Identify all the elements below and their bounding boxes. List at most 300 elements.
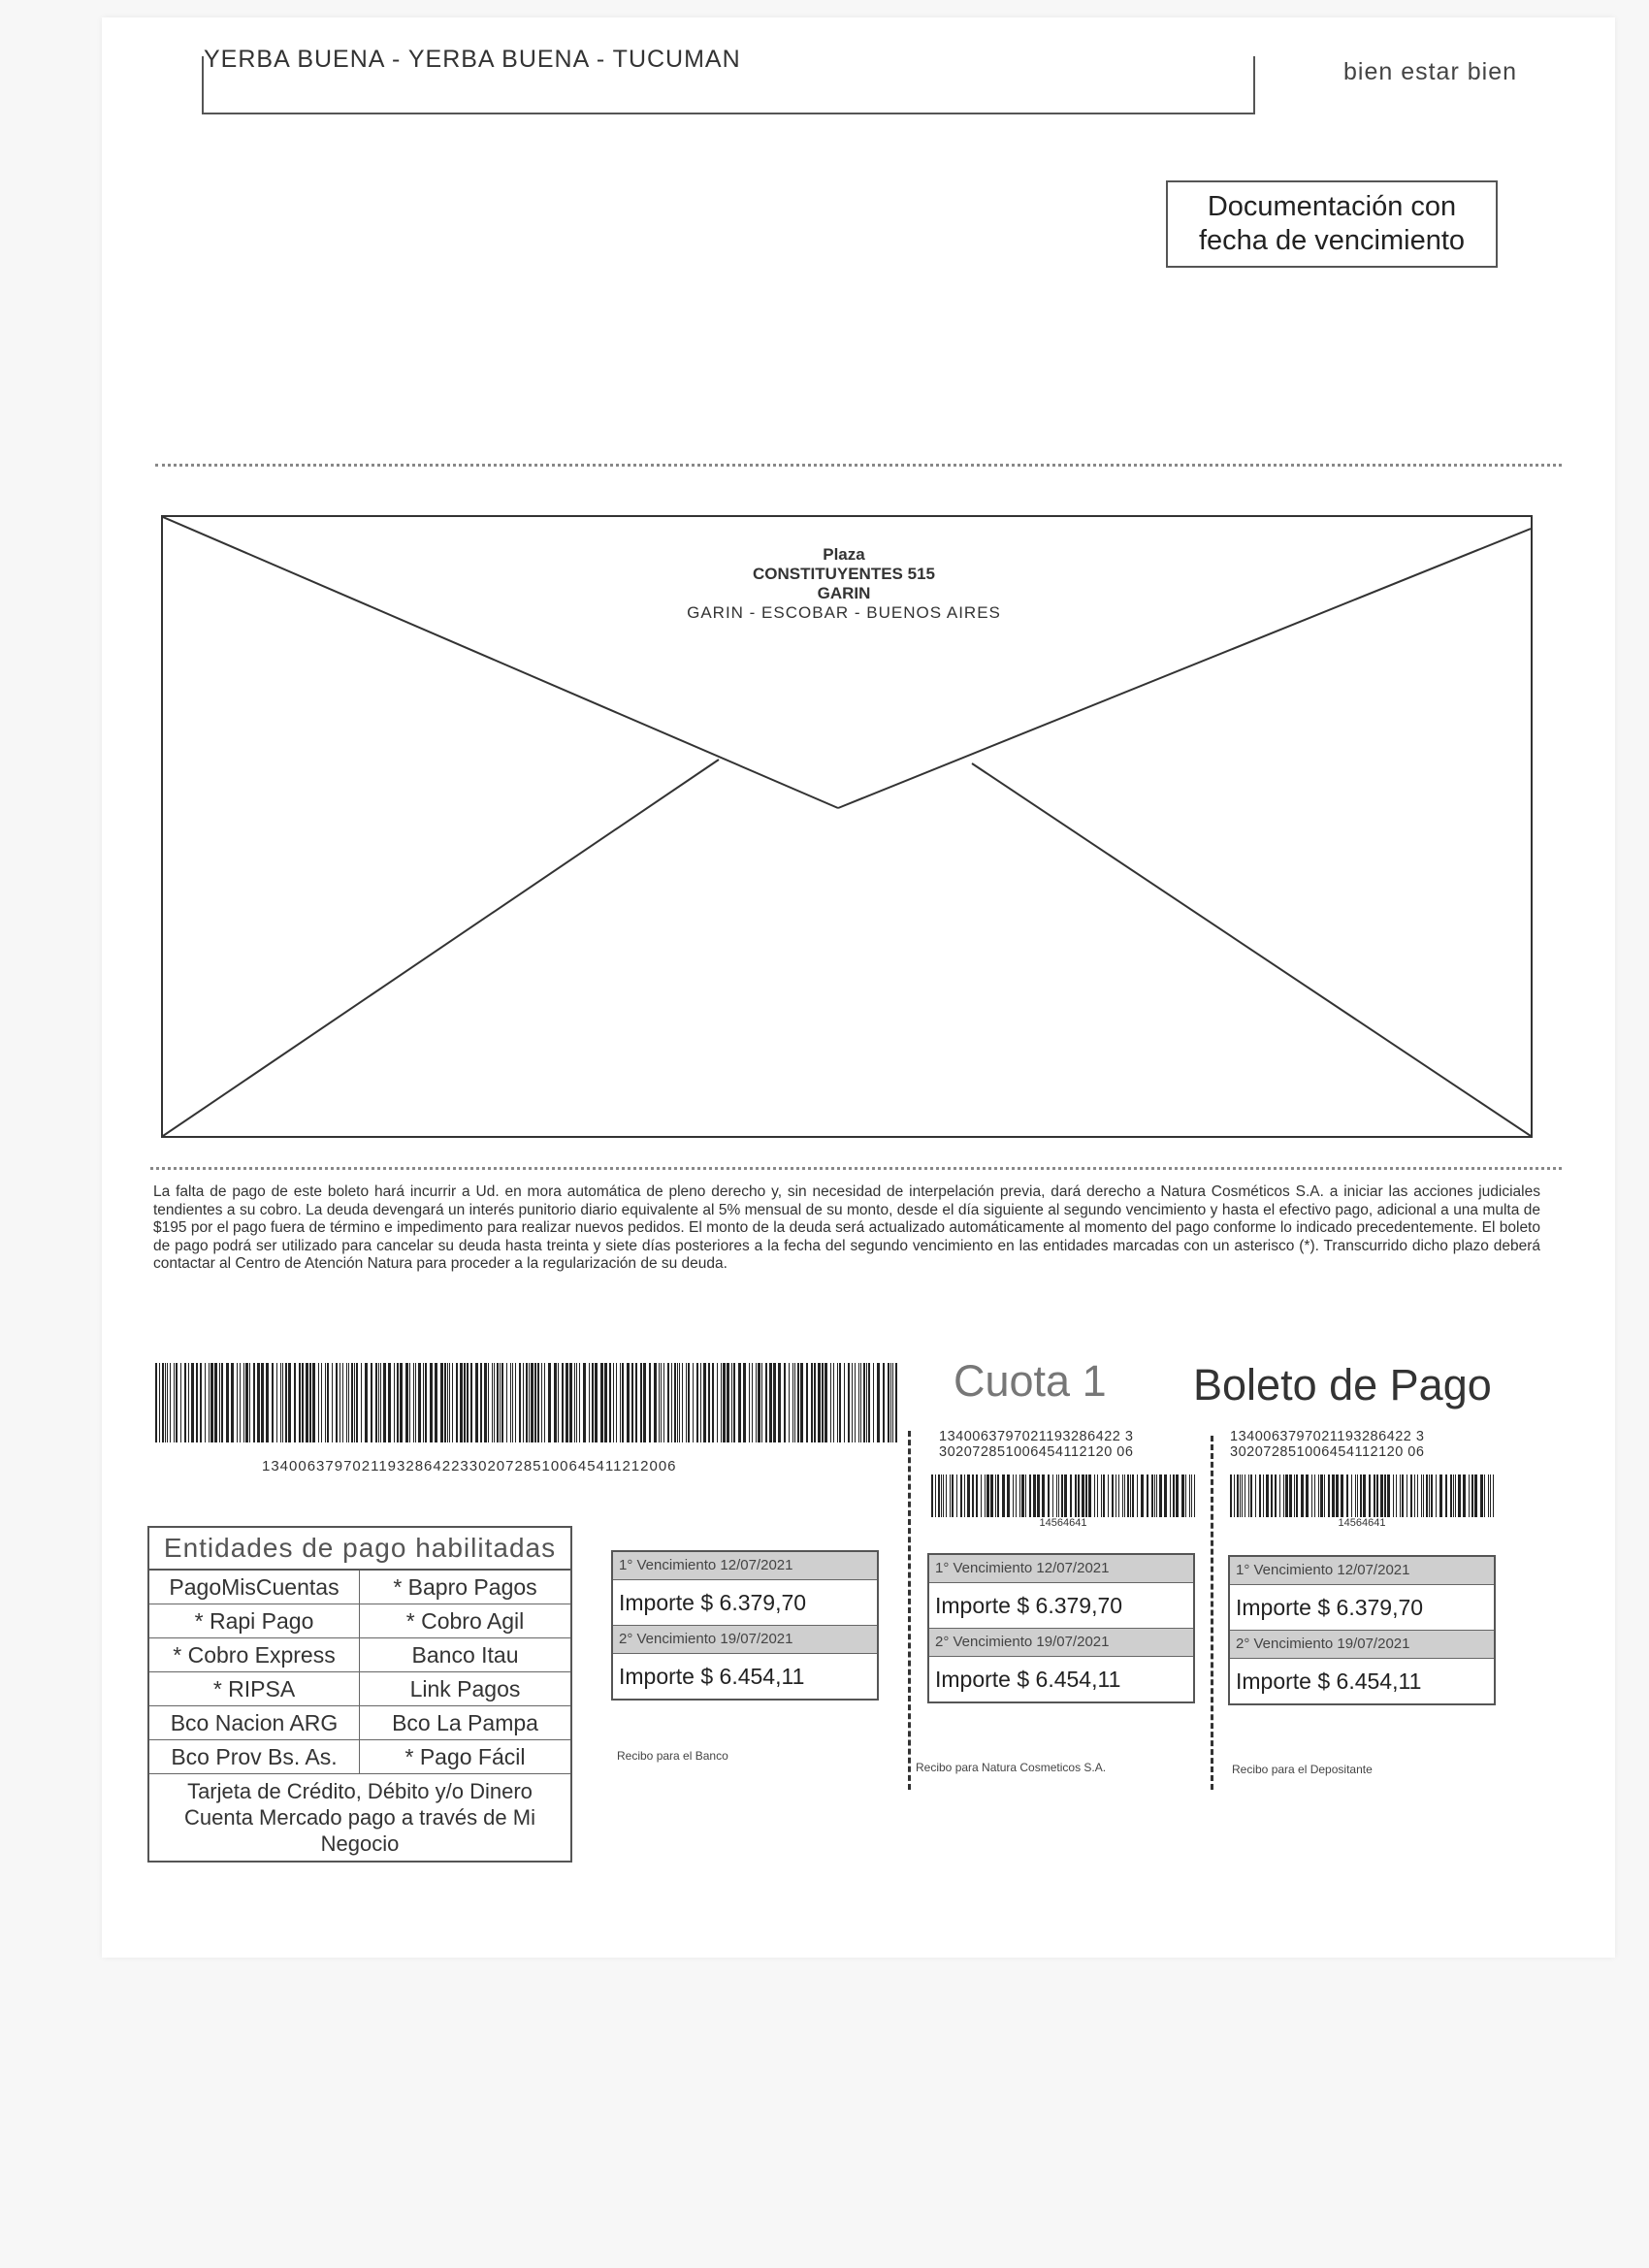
- barcode-bar: [312, 1363, 315, 1442]
- barcode-bar: [492, 1363, 493, 1442]
- entity-cell: Bco Prov Bs. As.: [149, 1740, 360, 1774]
- barcode-bar: [1387, 1474, 1390, 1517]
- barcode-bar: [663, 1363, 664, 1442]
- barcode-bar: [574, 1363, 575, 1442]
- barcode-bar: [811, 1363, 813, 1442]
- barcode-bar: [1164, 1474, 1167, 1517]
- barcode-bar: [1328, 1474, 1330, 1517]
- dotted-separator: [150, 1167, 1562, 1170]
- payment-entities-title: Entidades de pago habilitadas: [149, 1528, 570, 1571]
- barcode-bar: [671, 1363, 672, 1442]
- barcode-bar: [1170, 1474, 1171, 1517]
- barcode-bar: [986, 1474, 989, 1517]
- barcode-bar: [964, 1474, 965, 1517]
- barcode-bar: [447, 1363, 448, 1442]
- barcode-bar: [600, 1363, 603, 1442]
- barcode-bar: [1240, 1474, 1241, 1517]
- barcode-bar: [1191, 1474, 1192, 1517]
- barcode-bar: [761, 1363, 762, 1442]
- barcode-bar: [592, 1363, 594, 1442]
- address-line: YERBA BUENA - YERBA BUENA - TUCUMAN: [204, 46, 741, 73]
- barcode-bar: [1374, 1474, 1375, 1517]
- barcode-bar: [272, 1363, 274, 1442]
- barcode-bar: [1450, 1474, 1452, 1517]
- entity-cell: * Pago Fácil: [360, 1740, 570, 1774]
- barcode-bar: [285, 1363, 287, 1442]
- barcode-bar: [388, 1363, 391, 1442]
- depositor-receipt-caption: Recibo para el Depositante: [1232, 1763, 1373, 1776]
- barcode-bar: [1185, 1474, 1186, 1517]
- barcode-bar: [405, 1363, 408, 1442]
- barcode-bar: [981, 1474, 982, 1517]
- barcode-bar: [541, 1363, 542, 1442]
- barcode-bar: [1341, 1474, 1343, 1517]
- barcode-bar: [1296, 1474, 1298, 1517]
- due-date-notice-line2: fecha de vencimiento: [1198, 225, 1466, 256]
- barcode-bar: [1376, 1474, 1378, 1517]
- barcode-bar: [1294, 1474, 1295, 1517]
- barcode-bar: [484, 1363, 487, 1442]
- recipient-name: Plaza: [823, 545, 865, 564]
- barcode-bar: [1112, 1474, 1114, 1517]
- barcode-bar: [200, 1363, 202, 1442]
- barcode-bar: [467, 1363, 469, 1442]
- barcode-bar: [332, 1363, 333, 1442]
- barcode-bar: [688, 1363, 690, 1442]
- barcode-bar: [667, 1363, 669, 1442]
- barcode-bar: [752, 1363, 753, 1442]
- barcode-bar: [243, 1363, 244, 1442]
- barcode-bar: [205, 1363, 206, 1442]
- barcode-bar: [833, 1363, 834, 1442]
- barcode-bar: [494, 1363, 495, 1442]
- natura-slip-code: [939, 1429, 1133, 1460]
- barcode-bar: [1048, 1474, 1050, 1517]
- barcode-bar: [515, 1363, 516, 1442]
- barcode-bar: [1423, 1474, 1424, 1517]
- barcode-bar: [1453, 1474, 1454, 1517]
- barcode-bar: [1033, 1474, 1036, 1517]
- barcode-bar: [378, 1363, 379, 1442]
- entities-footer: Tarjeta de Crédito, Débito y/o Dinero Cuenta Mercado pago a través de Mi Negocio: [184, 1779, 535, 1856]
- first-amount: Importe $ 6.379,70: [613, 1580, 877, 1626]
- barcode-bar: [935, 1474, 936, 1517]
- barcode-bar: [1285, 1474, 1288, 1517]
- barcode-bar: [288, 1363, 291, 1442]
- barcode-bar: [1101, 1474, 1102, 1517]
- boleto-title: Boleto de Pago: [1193, 1360, 1492, 1409]
- natura-receipt-caption: Recibo para Natura Cosmeticos S.A.: [916, 1761, 1107, 1774]
- barcode-bar: [1266, 1474, 1269, 1517]
- barcode-bar: [245, 1363, 248, 1442]
- barcode-bar: [276, 1363, 277, 1442]
- barcode-bar: [475, 1363, 478, 1442]
- barcode-bar: [1064, 1474, 1067, 1517]
- barcode-bar: [361, 1363, 362, 1442]
- barcode-bar: [1147, 1474, 1148, 1517]
- barcode-bar: [800, 1363, 803, 1442]
- barcode-bar: [1393, 1474, 1394, 1517]
- barcode-bar: [155, 1363, 157, 1442]
- barcode-bar: [1490, 1474, 1491, 1517]
- barcode-bar: [219, 1363, 220, 1442]
- barcode-bar: [877, 1363, 880, 1442]
- barcode-bar: [972, 1474, 974, 1517]
- barcode-bar: [1320, 1474, 1323, 1517]
- brand-slogan: bien estar bien: [1343, 58, 1518, 85]
- barcode-bar: [394, 1363, 395, 1442]
- barcode-bar: [167, 1363, 168, 1442]
- barcode-bar: [661, 1363, 662, 1442]
- barcode-bar: [1493, 1474, 1494, 1517]
- barcode-bar: [526, 1363, 528, 1442]
- barcode-bar: [1088, 1474, 1091, 1517]
- barcode-bar: [318, 1363, 319, 1442]
- barcode-bar: [1070, 1474, 1072, 1517]
- barcode-bar: [1363, 1474, 1366, 1517]
- barcode-bar: [852, 1363, 853, 1442]
- barcode-bar: [1230, 1474, 1232, 1517]
- barcode-bar: [1181, 1474, 1184, 1517]
- barcode-bar: [375, 1363, 377, 1442]
- barcode-bar: [336, 1363, 338, 1442]
- barcode-bar: [1016, 1474, 1017, 1517]
- barcode-bar: [595, 1363, 598, 1442]
- barcode-bar: [544, 1363, 545, 1442]
- barcode-bar: [282, 1363, 283, 1442]
- barcode-bar: [249, 1363, 250, 1442]
- barcode-bar: [1400, 1474, 1401, 1517]
- barcode-bar: [1159, 1474, 1162, 1517]
- barcode-bar: [325, 1363, 326, 1442]
- barcode-bar: [895, 1363, 897, 1442]
- barcode-bar: [497, 1363, 499, 1442]
- barcode-bar: [778, 1363, 781, 1442]
- first-amount: Importe $ 6.379,70: [1230, 1585, 1494, 1631]
- barcode-bar: [1324, 1474, 1325, 1517]
- entity-cell: * RIPSA: [149, 1672, 360, 1706]
- barcode-bar: [1455, 1474, 1456, 1517]
- barcode-bar: [1306, 1474, 1309, 1517]
- barcode-bar: [1002, 1474, 1005, 1517]
- cut-line: [1211, 1436, 1213, 1790]
- barcode-bar: [789, 1363, 790, 1442]
- barcode-bar: [622, 1363, 624, 1442]
- barcode-bar: [266, 1363, 269, 1442]
- barcode-bar: [346, 1363, 347, 1442]
- barcode-bar: [818, 1363, 821, 1442]
- barcode-bar: [1283, 1474, 1284, 1517]
- barcode-bar: [512, 1363, 513, 1442]
- barcode-bar: [855, 1363, 856, 1442]
- barcode-bar: [1259, 1474, 1261, 1517]
- barcode-bar: [356, 1363, 358, 1442]
- payment-entities-table: [147, 1526, 572, 1863]
- barcode-bar: [562, 1363, 564, 1442]
- recipient-address: [611, 545, 1077, 623]
- barcode-bar: [188, 1363, 189, 1442]
- payment-barcode: [155, 1363, 897, 1442]
- barcode-bar: [1355, 1474, 1356, 1517]
- barcode-bar: [348, 1363, 349, 1442]
- barcode-bar: [1189, 1474, 1190, 1517]
- barcode-bar: [253, 1363, 255, 1442]
- barcode-bar: [863, 1363, 865, 1442]
- recipient-street: CONSTITUYENTES 515: [753, 565, 935, 583]
- barcode-bar: [1421, 1474, 1422, 1517]
- barcode-bar: [868, 1363, 870, 1442]
- barcode-bar: [1357, 1474, 1358, 1517]
- barcode-bar: [470, 1363, 472, 1442]
- barcode-bar: [209, 1363, 210, 1442]
- barcode-bar: [1396, 1474, 1397, 1517]
- barcode-bar: [1346, 1474, 1348, 1517]
- barcode-bar: [1019, 1474, 1020, 1517]
- barcode-bar: [839, 1363, 841, 1442]
- bank-receipt-caption: Recibo para el Banco: [617, 1749, 728, 1763]
- barcode-bar: [1013, 1474, 1014, 1517]
- barcode-bar: [723, 1363, 726, 1442]
- barcode-bar: [566, 1363, 568, 1442]
- barcode-bar: [620, 1363, 621, 1442]
- barcode-bar: [413, 1363, 414, 1442]
- barcode-bar: [1234, 1474, 1235, 1517]
- barcode-bar: [700, 1363, 701, 1442]
- barcode-bar: [844, 1363, 845, 1442]
- barcode-bar: [1469, 1474, 1470, 1517]
- barcode-bar: [1380, 1474, 1383, 1517]
- barcode-bar: [1369, 1474, 1371, 1517]
- barcode-bar: [1061, 1474, 1063, 1517]
- barcode-bar: [1332, 1474, 1335, 1517]
- barcode-bar: [1052, 1474, 1053, 1517]
- natura-slip-barcode: [931, 1474, 1195, 1517]
- entity-cell: * Bapro Pagos: [360, 1571, 570, 1604]
- barcode-bar: [682, 1363, 683, 1442]
- barcode-bar: [997, 1474, 999, 1517]
- barcode-bar: [400, 1363, 403, 1442]
- barcode-bar: [643, 1363, 646, 1442]
- barcode-bar: [569, 1363, 572, 1442]
- barcode-bar: [226, 1363, 229, 1442]
- barcode-bar: [302, 1363, 304, 1442]
- barcode-bar: [631, 1363, 633, 1442]
- barcode-bar: [792, 1363, 793, 1442]
- barcode-bar: [1029, 1474, 1031, 1517]
- barcode-bar: [231, 1363, 234, 1442]
- barcode-bar: [1242, 1474, 1243, 1517]
- barcode-bar: [659, 1363, 660, 1442]
- barcode-bar: [342, 1363, 343, 1442]
- barcode-bar: [703, 1363, 706, 1442]
- barcode-bar: [191, 1363, 194, 1442]
- barcode-bar: [888, 1363, 889, 1442]
- barcode-bar: [604, 1363, 607, 1442]
- barcode-bar: [1336, 1474, 1339, 1517]
- barcode-bar: [534, 1363, 536, 1442]
- barcode-bar: [1289, 1474, 1292, 1517]
- barcode-bar: [1130, 1474, 1131, 1517]
- barcode-bar: [425, 1363, 427, 1442]
- barcode-bar: [294, 1363, 296, 1442]
- barcode-bar: [769, 1363, 772, 1442]
- barcode-bar: [860, 1363, 861, 1442]
- barcode-bar: [1426, 1474, 1428, 1517]
- entity-cell: Bco La Pampa: [360, 1706, 570, 1740]
- barcode-bar: [554, 1363, 557, 1442]
- barcode-bar: [1237, 1474, 1239, 1517]
- barcode-bar: [806, 1363, 808, 1442]
- barcode-bar: [280, 1363, 281, 1442]
- barcode-bar: [892, 1363, 893, 1442]
- barcode-bar: [1351, 1474, 1352, 1517]
- barcode-bar: [1151, 1474, 1153, 1517]
- barcode-bar: [931, 1474, 933, 1517]
- barcode-bar: [1248, 1474, 1249, 1517]
- barcode-bar: [1445, 1474, 1447, 1517]
- barcode-bar: [480, 1363, 482, 1442]
- barcode-bar: [1132, 1474, 1134, 1517]
- installment-label: Cuota 1: [954, 1356, 1107, 1406]
- barcode-bar: [1439, 1474, 1442, 1517]
- barcode-bar: [510, 1363, 511, 1442]
- barcode-bar: [1103, 1474, 1105, 1517]
- barcode-bar: [221, 1363, 223, 1442]
- barcode-bar: [1058, 1474, 1059, 1517]
- barcode-bar: [162, 1363, 164, 1442]
- barcode-bar: [1384, 1474, 1386, 1517]
- barcode-bar: [976, 1474, 978, 1517]
- barcode-bar: [830, 1363, 831, 1442]
- barcode-bar: [1279, 1474, 1280, 1517]
- barcode-bar: [456, 1363, 458, 1442]
- legal-notice: La falta de pago de este boleto hará incurrir a Ud. en mora automática de pleno derecho y, sin necesidad de interpelación previa, dará derecho a Natura Cosméticos S.A. a iniciar las acciones judiciales tendientes a su cobro. La deuda devengará un interés punitorio diario equivalente al 5% mensual de su monto, desde el día siguiente al segundo vencimiento y hasta el efectivo pago, adicional a una multa de $195 por el pago fuera de término e impedimento para realizar nuevos pedidos. El monto de la deuda será actualizado automáticamente al momento del pago conforme lo indicado precedentemente. El boleto de pago podrá ser utilizado para cancelar su deuda hasta treinta y siete días posteriores a la fecha del segundo vencimiento en las entidades marcadas con un asterisco (*). Transcurrido dicho plazo deberá contactar al Centro de Atención Natura para proceder a la regularización de su deuda.: [153, 1183, 1540, 1272]
- barcode-bar: [943, 1474, 944, 1517]
- barcode-bar: [1458, 1474, 1461, 1517]
- barcode-bar: [1311, 1474, 1312, 1517]
- first-amount: Importe $ 6.379,70: [929, 1583, 1193, 1629]
- second-due-date: 2° Vencimiento 19/07/2021: [613, 1626, 877, 1654]
- barcode-bar: [174, 1363, 175, 1442]
- barcode-bar: [873, 1363, 874, 1442]
- barcode-bar: [967, 1474, 970, 1517]
- natura-receipt-slip: [927, 1553, 1195, 1703]
- barcode-bar: [365, 1363, 368, 1442]
- entity-cell: * Rapi Pago: [149, 1604, 360, 1638]
- barcode-bar: [523, 1363, 524, 1442]
- barcode-bar: [409, 1363, 410, 1442]
- barcode-bar: [371, 1363, 372, 1442]
- barcode-bar: [1085, 1474, 1087, 1517]
- barcode-bar: [548, 1363, 551, 1442]
- due-date-notice: [1166, 180, 1498, 268]
- barcode-bar: [696, 1363, 698, 1442]
- entity-cell: PagoMisCuentas: [149, 1571, 360, 1604]
- barcode-bar: [1410, 1474, 1412, 1517]
- barcode-bar: [1474, 1474, 1477, 1517]
- barcode-bar: [321, 1363, 322, 1442]
- cut-line: [908, 1431, 911, 1790]
- barcode-bar: [1417, 1474, 1418, 1517]
- barcode-bar: [529, 1363, 530, 1442]
- barcode-bar: [583, 1363, 586, 1442]
- barcode-bar: [159, 1363, 160, 1442]
- barcode-bar: [1480, 1474, 1483, 1517]
- second-amount: Importe $ 6.454,11: [619, 1664, 805, 1689]
- barcode-bar: [1471, 1474, 1473, 1517]
- natura-code-line1: 1340063797021193286422 3: [939, 1429, 1134, 1444]
- barcode-bar: [452, 1363, 453, 1442]
- barcode-bar: [500, 1363, 501, 1442]
- barcode-bar: [1414, 1474, 1415, 1517]
- barcode-bar: [1488, 1474, 1489, 1517]
- barcode-bar: [1194, 1474, 1195, 1517]
- barcode-bar: [1431, 1474, 1433, 1517]
- barcode-bar: [990, 1474, 993, 1517]
- barcode-bar: [1318, 1474, 1319, 1517]
- barcode-bar: [1463, 1474, 1466, 1517]
- barcode-bar: [488, 1363, 489, 1442]
- barcode-bar: [941, 1474, 942, 1517]
- barcode-bar: [1094, 1474, 1095, 1517]
- barcode-bar: [589, 1363, 590, 1442]
- barcode-bar: [537, 1363, 539, 1442]
- depositor-slip-code: [1230, 1429, 1424, 1460]
- barcode-bar: [952, 1474, 954, 1517]
- barcode-bar: [890, 1363, 891, 1442]
- barcode-bar: [956, 1474, 957, 1517]
- barcode-bar: [1141, 1474, 1144, 1517]
- entity-cell: * Cobro Express: [149, 1638, 360, 1672]
- barcode-bar: [531, 1363, 534, 1442]
- natura-slip-barcode-number: 14564641: [1039, 1517, 1087, 1529]
- barcode-bar: [1176, 1474, 1179, 1517]
- barcode-bar: [1275, 1474, 1277, 1517]
- barcode-bar: [1360, 1474, 1362, 1517]
- natura-code-line2: 302072851006454112120 06: [939, 1444, 1134, 1460]
- barcode-bar: [995, 1474, 996, 1517]
- barcode-bar: [686, 1363, 687, 1442]
- barcode-bar: [1250, 1474, 1252, 1517]
- barcode-bar: [519, 1363, 521, 1442]
- barcode-bar: [640, 1363, 642, 1442]
- barcode-bar: [460, 1363, 463, 1442]
- barcode-bar: [794, 1363, 795, 1442]
- barcode-bar: [383, 1363, 386, 1442]
- barcode-bar: [837, 1363, 838, 1442]
- barcode-bar: [733, 1363, 735, 1442]
- barcode-bar: [765, 1363, 767, 1442]
- barcode-bar: [558, 1363, 559, 1442]
- second-due-date: 2° Vencimiento 19/07/2021: [929, 1629, 1193, 1657]
- barcode-bar: [430, 1363, 433, 1442]
- barcode-bar: [449, 1363, 450, 1442]
- barcode-bar: [1124, 1474, 1125, 1517]
- barcode-bar: [938, 1474, 940, 1517]
- barcode-bar: [731, 1363, 732, 1442]
- barcode-bar: [240, 1363, 241, 1442]
- barcode-bar: [257, 1363, 260, 1442]
- barcode-bar: [985, 1474, 986, 1517]
- barcode-bar: [1402, 1474, 1404, 1517]
- barcode-bar: [210, 1363, 213, 1442]
- barcode-bar: [712, 1363, 714, 1442]
- barcode-bar: [1156, 1474, 1157, 1517]
- barcode-bar: [693, 1363, 694, 1442]
- barcode-bar: [327, 1363, 329, 1442]
- barcode-bar: [727, 1363, 729, 1442]
- barcode-bar: [883, 1363, 885, 1442]
